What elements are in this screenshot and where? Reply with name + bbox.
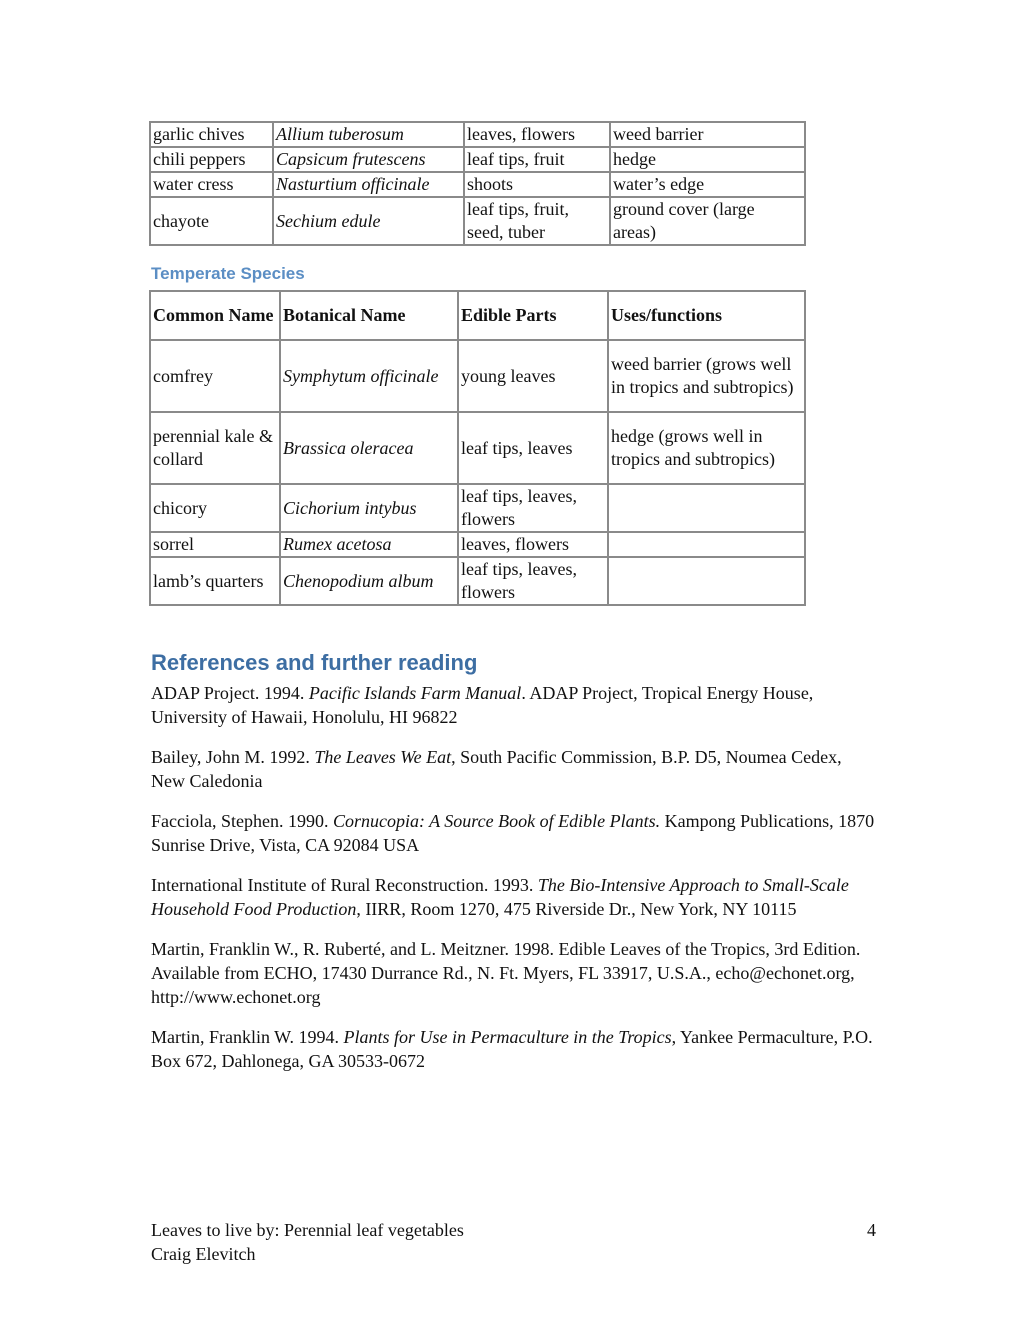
botanical-name: Rumex acetosa (280, 532, 458, 557)
botanical-name: Brassica oleracea (280, 412, 458, 484)
uses: weed barrier (610, 122, 805, 147)
ref-title: The Leaves We Eat (314, 747, 452, 767)
references-list (151, 681, 876, 1089)
table-row (150, 557, 805, 605)
footer-author: Craig Elevitch (151, 1244, 256, 1264)
edible-parts: leaves, flowers (458, 532, 608, 557)
reference-item (151, 937, 876, 1009)
edible-parts: leaf tips, fruit, seed, tuber (464, 197, 610, 245)
common-name: chili peppers (150, 147, 273, 172)
edible-parts: leaf tips, fruit (464, 147, 610, 172)
ref-authors: Bailey, John M. 1992. (151, 747, 315, 767)
botanical-name: Allium tuberosum (273, 122, 464, 147)
common-name: chayote (150, 197, 273, 245)
common-name: lamb’s quarters (150, 557, 280, 605)
botanical-name: Sechium edule (273, 197, 464, 245)
botanical-name: Symphytum officinale (280, 340, 458, 412)
table-row (150, 197, 805, 245)
ref-publisher: , IIRR, Room 1270, 475 Riverside Dr., New York, NY 10115 (356, 899, 797, 919)
reference-item (151, 745, 876, 793)
ref-publisher: Kampong Publications, 1870 Sunrise Drive, Vista, CA 92084 USA (151, 811, 875, 855)
common-name: water cress (150, 172, 273, 197)
table-row (150, 172, 805, 197)
uses: hedge (610, 147, 805, 172)
table-row (150, 484, 805, 532)
botanical-name: Chenopodium album (280, 557, 458, 605)
temperate-species-table (149, 290, 806, 606)
table-row (150, 532, 805, 557)
common-name: perennial kale & collard (150, 412, 280, 484)
reference-item (151, 809, 876, 857)
edible-parts: leaf tips, leaves, flowers (458, 557, 608, 605)
uses (608, 484, 805, 532)
common-name: garlic chives (150, 122, 273, 147)
table-row (150, 412, 805, 484)
ref-authors: International Institute of Rural Reconstruction. 1993. (151, 875, 538, 895)
table-row (150, 122, 805, 147)
ref-title: The Bio-Intensive Approach to Small-Scale Household Food Production (151, 875, 849, 919)
uses: hedge (grows well in tropics and subtropics) (608, 412, 805, 484)
ref-publisher: , Yankee Permaculture, P.O. Box 672, Dahlonega, GA 30533-0672 (151, 1027, 873, 1071)
ref-text: Martin, Franklin W., R. Ruberté, and L. Meitzner. 1998. Edible Leaves of the Tropics, 3rd Edition. Available from ECHO, 17430 Durrance Rd., N. Ft. Myers, FL 33917, U.S.A., echo@echonet.org, http://www.echonet.org (151, 939, 861, 1007)
ref-authors: Martin, Franklin W. 1994. (151, 1027, 344, 1047)
uses: ground cover (large areas) (610, 197, 805, 245)
temperate-species-heading: Temperate Species (151, 264, 305, 283)
ref-title: Pacific Islands Farm Manual (308, 683, 522, 703)
ref-publisher: . ADAP Project, Tropical Energy House, University of Hawaii, Honolulu, HI 96822 (151, 683, 814, 727)
column-header: Botanical Name (280, 291, 458, 340)
botanical-name: Capsicum frutescens (273, 147, 464, 172)
uses: weed barrier (grows well in tropics and subtropics) (608, 340, 805, 412)
tropical-species-table-continued (149, 121, 806, 246)
column-header: Edible Parts (458, 291, 608, 340)
ref-title: Plants for Use in Permaculture in the Tropics (343, 1027, 672, 1047)
uses (608, 557, 805, 605)
common-name: chicory (150, 484, 280, 532)
common-name: sorrel (150, 532, 280, 557)
ref-authors: Facciola, Stephen. 1990. (151, 811, 333, 831)
botanical-name: Nasturtium officinale (273, 172, 464, 197)
table-header-row (150, 291, 805, 340)
botanical-name: Cichorium intybus (280, 484, 458, 532)
column-header: Common Name (150, 291, 280, 340)
reference-item (151, 681, 876, 729)
ref-publisher: , South Pacific Commission, B.P. D5, Noumea Cedex, New Caledonia (151, 747, 842, 791)
uses: water’s edge (610, 172, 805, 197)
reference-item (151, 1025, 876, 1073)
page-footer (151, 1218, 876, 1266)
references-heading: References and further reading (151, 650, 478, 675)
ref-authors: ADAP Project. 1994. (151, 683, 309, 703)
ref-title: Cornucopia: A Source Book of Edible Plants. (332, 811, 661, 831)
page-number: 4 (867, 1220, 876, 1240)
edible-parts: leaves, flowers (464, 122, 610, 147)
table-row (150, 147, 805, 172)
uses (608, 532, 805, 557)
table-row (150, 340, 805, 412)
edible-parts: leaf tips, leaves, flowers (458, 484, 608, 532)
reference-item (151, 873, 876, 921)
edible-parts: leaf tips, leaves (458, 412, 608, 484)
common-name: comfrey (150, 340, 280, 412)
edible-parts: young leaves (458, 340, 608, 412)
footer-title: Leaves to live by: Perennial leaf vegetables (151, 1220, 464, 1240)
edible-parts: shoots (464, 172, 610, 197)
column-header: Uses/functions (608, 291, 805, 340)
